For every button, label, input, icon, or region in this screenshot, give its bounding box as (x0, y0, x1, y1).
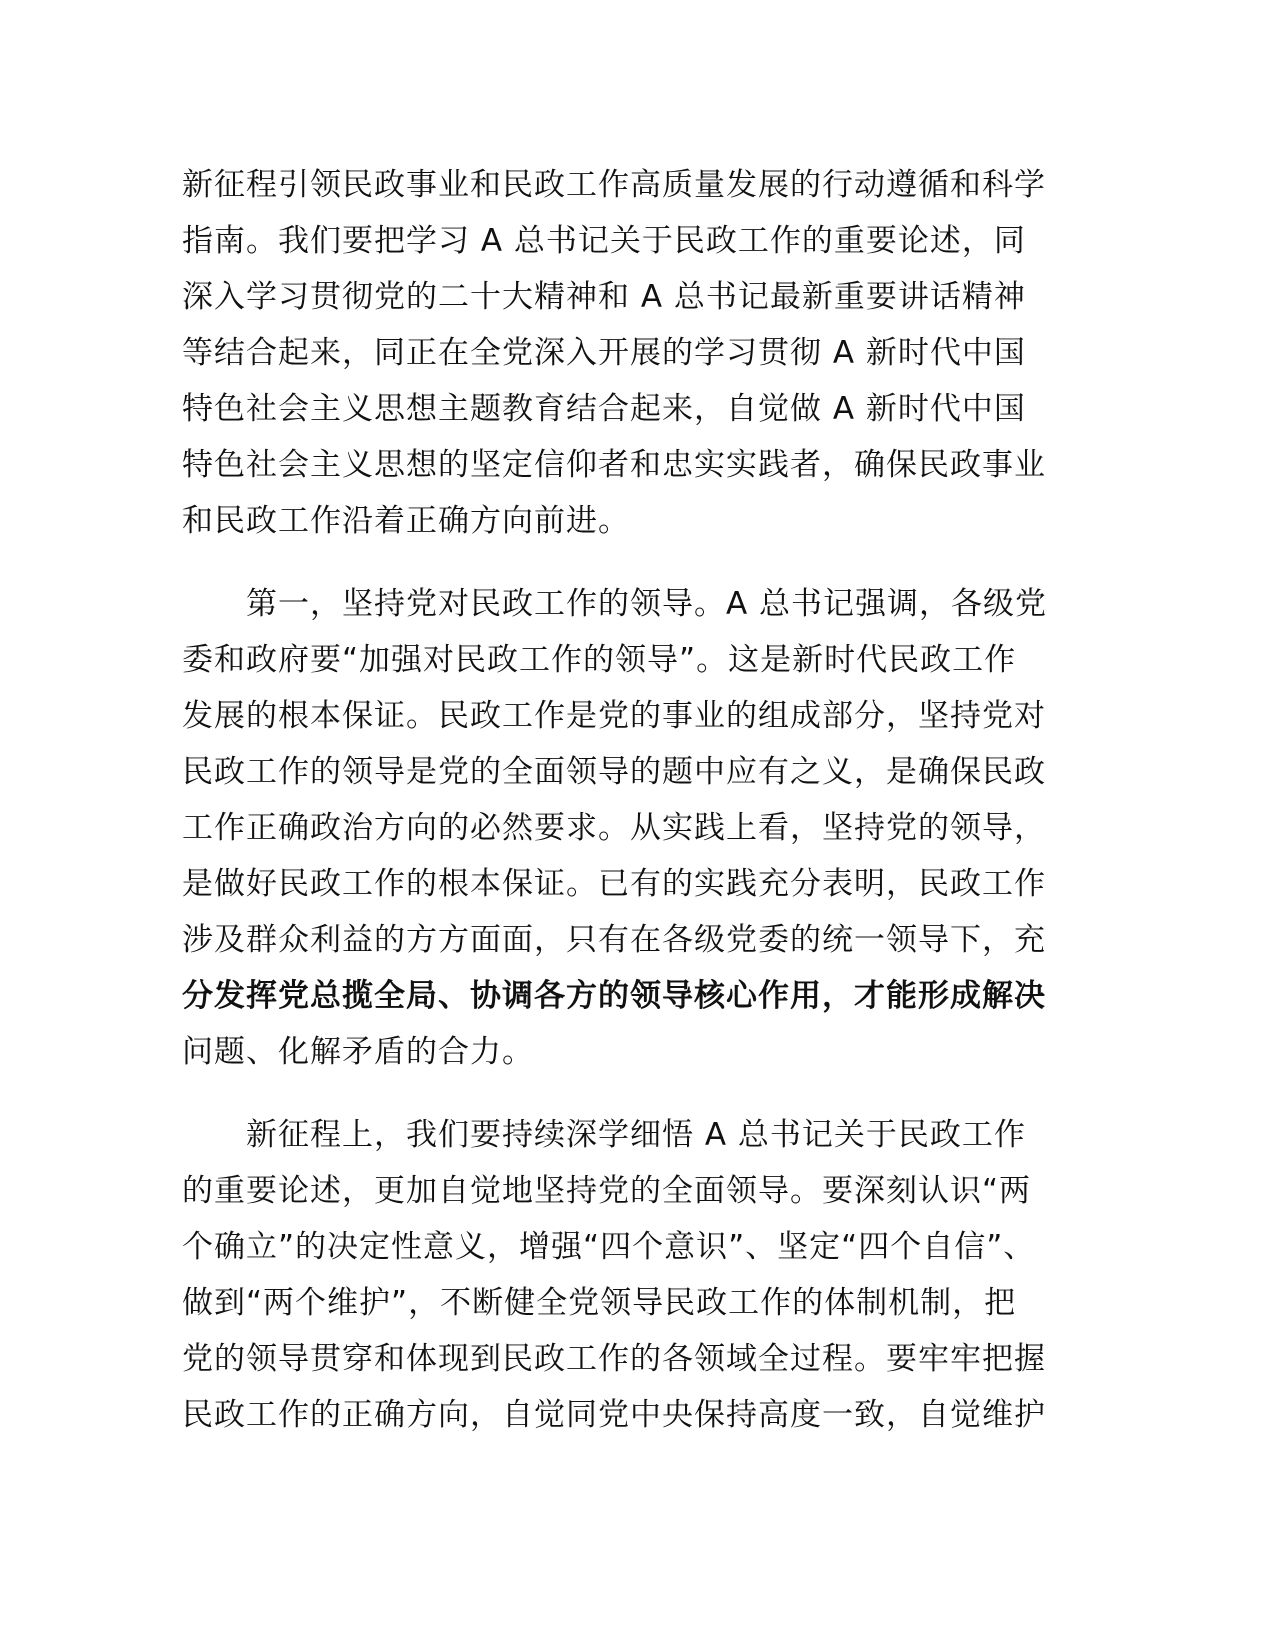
paragraph-line: 和民政工作沿着正确方向前进。 (182, 503, 630, 539)
paragraph-line: 深入学习贯彻党的二十大精神和 A 总书记最新重要讲话精神 (182, 279, 1026, 315)
paragraph-line: 涉及群众利益的方方面面，只有在各级党委的统一领导下，充 (182, 922, 1046, 958)
paragraph-line: 分发挥党总揽全局、协调各方的领导核心作用，才能形成解决 (182, 978, 1046, 1014)
paragraph-line: 委和政府要“加强对民政工作的领导”。这是新时代民政工作 (182, 642, 1017, 678)
paragraph-3 (182, 1107, 1092, 1443)
paragraph-line: 是做好民政工作的根本保证。已有的实践充分表明，民政工作 (182, 866, 1046, 902)
paragraph-line: 新征程上，我们要持续深学细悟 A 总书记关于民政工作 (246, 1117, 1026, 1153)
paragraph-1 (182, 157, 1092, 549)
paragraph-line: 等结合起来，同正在全党深入开展的学习贯彻 A 新时代中国 (182, 335, 1026, 371)
paragraph-line: 党的领导贯穿和体现到民政工作的各领域全过程。要牢牢把握 (182, 1341, 1046, 1377)
paragraph-line: 民政工作的领导是党的全面领导的题中应有之义，是确保民政 (182, 754, 1046, 790)
paragraph-line: 问题、化解矛盾的合力。 (182, 1034, 534, 1070)
paragraph-2 (182, 576, 1092, 1080)
paragraph-line: 特色社会主义思想的坚定信仰者和忠实实践者，确保民政事业 (182, 447, 1046, 483)
paragraph-line: 特色社会主义思想主题教育结合起来，自觉做 A 新时代中国 (182, 391, 1026, 427)
paragraph-line: 民政工作的正确方向，自觉同党中央保持高度一致，自觉维护 (182, 1397, 1046, 1433)
paragraph-line: 指南。我们要把学习 A 总书记关于民政工作的重要论述，同 (182, 223, 1026, 259)
paragraph-line: 工作正确政治方向的必然要求。从实践上看，坚持党的领导， (182, 810, 1046, 846)
paragraph-line: 发展的根本保证。民政工作是党的事业的组成部分，坚持党对 (182, 698, 1046, 734)
paragraph-line: 第一，坚持党对民政工作的领导。A 总书记强调，各级党 (246, 586, 1048, 622)
paragraph-line: 做到“两个维护”，不断健全党领导民政工作的体制机制，把 (182, 1285, 1017, 1321)
paragraph-line: 新征程引领民政事业和民政工作高质量发展的行动遵循和科学 (182, 167, 1046, 203)
paragraph-line: 的重要论述，更加自觉地坚持党的全面领导。要深刻认识“两 (182, 1173, 1032, 1209)
paragraph-line: 个确立”的决定性意义，增强“四个意识”、坚定“四个自信”、 (182, 1229, 1036, 1265)
